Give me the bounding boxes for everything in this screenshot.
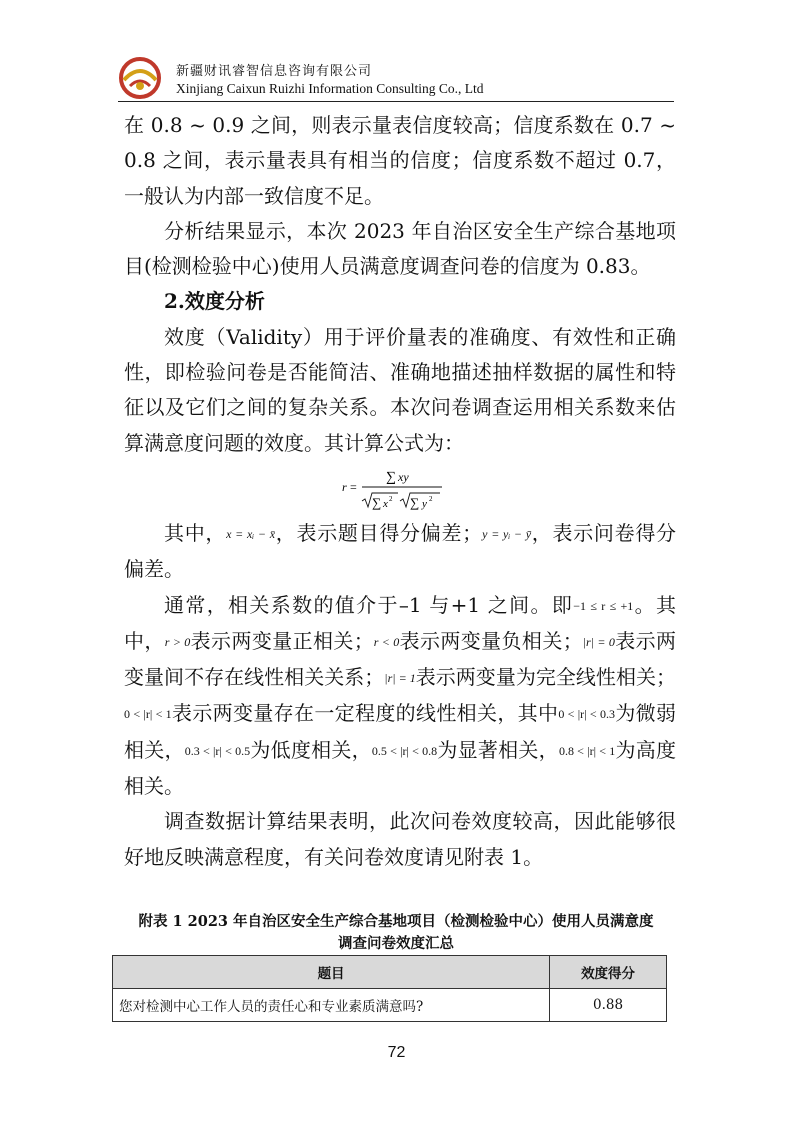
header-divider bbox=[118, 101, 674, 102]
r-low-expr: 0.3 < |r| < 0.5 bbox=[184, 743, 251, 758]
svg-text:∑: ∑ bbox=[372, 494, 382, 510]
page-number: 72 bbox=[387, 1044, 406, 1061]
r-some-expr: 0 < |r| < 1 bbox=[124, 707, 172, 722]
paragraph-reliability-thresholds: 在 0.8 ~ 0.9 之间，则表示量表信度较高；信度系数在 0.7 ~ 0.8 之间，表示量表具有相当的信度；信度系数不超过 0.7，一般认为内部一致信度不足。 bbox=[124, 113, 676, 208]
range-expr: −1 ≤ r ≤ +1 bbox=[573, 598, 634, 613]
table-row bbox=[113, 989, 667, 1022]
table-caption: 附表 1 2023 年自治区安全生产综合基地项目（检测检验中心）使用人员满意度 调查问卷效度汇总 bbox=[138, 913, 654, 952]
column-header-score: 效度得分 bbox=[550, 956, 667, 989]
company-name-cn: 新疆财讯睿智信息咨询有限公司 bbox=[176, 64, 373, 79]
table-cell-score: 0.88 bbox=[550, 989, 667, 1022]
r-high-expr: 0.8 < |r| < 1 bbox=[558, 743, 616, 758]
company-name-en: Xinjiang Caixun Ruizhi Information Consulting Co., Ltd bbox=[176, 81, 484, 96]
svg-text:2: 2 bbox=[389, 494, 393, 503]
paragraph-conclusion: 调查数据计算结果表明，此次问卷效度较高，因此能够很好地反映满意程度，有关问卷效度请见附表 1。 bbox=[124, 809, 676, 869]
body-text bbox=[124, 108, 676, 875]
r-weak-expr: 0 < |r| < 0.3 bbox=[558, 707, 615, 722]
svg-text:∑: ∑ bbox=[410, 494, 420, 510]
r-positive-expr: r > 0 bbox=[164, 634, 191, 649]
table-cell-question: 您对检测中心工作人员的责任心和专业素质满意吗? bbox=[113, 989, 550, 1022]
svg-text:x: x bbox=[383, 497, 388, 510]
r-one-expr: |r| = 1 bbox=[384, 671, 416, 686]
svg-text:∑: ∑ bbox=[386, 469, 396, 485]
company-logo-icon bbox=[118, 56, 162, 100]
svg-text:=: = bbox=[350, 479, 357, 494]
svg-text:2: 2 bbox=[429, 494, 433, 503]
r-significant-expr: 0.5 < |r| < 0.8 bbox=[371, 743, 438, 758]
svg-text:xy: xy bbox=[398, 469, 409, 484]
r-negative-expr: r < 0 bbox=[373, 634, 400, 649]
correlation-formula bbox=[124, 461, 676, 516]
paragraph-deviation-definitions: 其中，x = xᵢ − x̄，表示题目得分偏差；y = yᵢ − ȳ，表示问卷得分偏差。 bbox=[124, 520, 677, 582]
paragraph-validity-intro: 效度（Validity）用于评价量表的准确度、有效性和正确性，即检验问卷是否能简洁、准确地描述抽样数据的属性和特征以及它们之间的复杂关系。本次问卷调查运用相关系数来估算满意度问题的效度。其计算公式为： bbox=[124, 324, 676, 455]
validity-table bbox=[112, 955, 667, 1022]
svg-text:r: r bbox=[342, 479, 347, 494]
svg-text:y: y bbox=[422, 497, 427, 510]
column-header-question: 题目 bbox=[113, 956, 550, 989]
y-deviation-expr: y = yᵢ − ȳ bbox=[482, 526, 532, 541]
section-heading-validity: 2.效度分析 bbox=[164, 289, 265, 314]
r-zero-expr: |r| = 0 bbox=[582, 634, 615, 649]
paragraph-reliability-result: 分析结果显示，本次 2023 年自治区安全生产综合基地项目(检测检验中心)使用人员满意度调查问卷的信度为 0.83。 bbox=[124, 218, 676, 279]
correlation-formula-svg bbox=[338, 467, 448, 515]
x-deviation-expr: x = xᵢ − x̄ bbox=[226, 526, 276, 541]
table-header-row bbox=[113, 956, 667, 989]
paragraph-correlation-ranges: 通常，相关系数的值介于–1 与+1 之间。即−1 ≤ r ≤ +1。其中，r > 0表示两变量正相关；r < 0表示两变量负相关；|r| = 0表示两变量间不存在线性相关关系；|r| = 1表示两变量为完全线性相关；0 < |r| < 1表示两变量存在一定程度的线性相关，其中0 < |r| < 0.3为微弱相关，0.3 < |r| < 0.5为低度相关，0.5 < |r| < 0.8为显著相关，0.8 < |r| < 1为高度相关。 bbox=[124, 592, 677, 799]
page-header bbox=[118, 56, 674, 104]
